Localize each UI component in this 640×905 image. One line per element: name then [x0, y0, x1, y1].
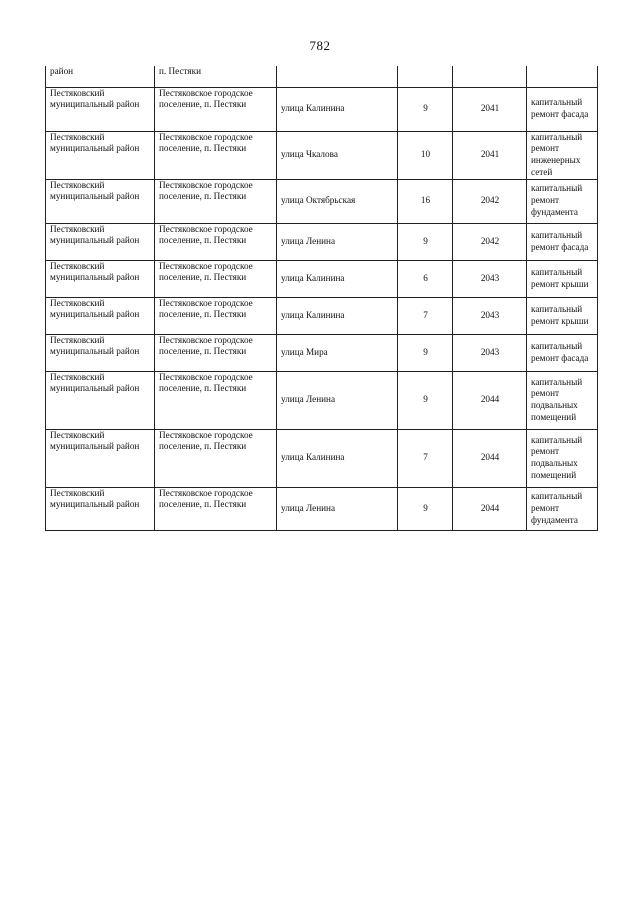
- year-cell: 2043: [453, 297, 527, 334]
- year-cell: 2043: [453, 260, 527, 297]
- work-type-cell: капитальный ремонт инженерных сетей: [527, 131, 598, 179]
- street-cell: улица Чкалова: [277, 131, 398, 179]
- table-row: [46, 429, 598, 487]
- settlement-cell: Пестяковское городское поселение, п. Пестяки: [155, 223, 277, 260]
- street-cell: улица Калинина: [277, 87, 398, 131]
- year-cell: 2044: [453, 371, 527, 429]
- house-number-cell: 6: [398, 260, 453, 297]
- district-cell: Пестяковский муниципальный район: [46, 297, 155, 334]
- house-number-cell: 9: [398, 87, 453, 131]
- settlement-cell: Пестяковское городское поселение, п. Пестяки: [155, 131, 277, 179]
- street-cell: улица Калинина: [277, 429, 398, 487]
- house-number-cell: 7: [398, 429, 453, 487]
- work-type-cell: капитальный ремонт подвальных помещений: [527, 429, 598, 487]
- work-type-cell: капитальный ремонт фасада: [527, 87, 598, 131]
- settlement-cell: Пестяковское городское поселение, п. Пестяки: [155, 179, 277, 223]
- work-type-cell: капитальный ремонт подвальных помещений: [527, 371, 598, 429]
- year-cell: 2041: [453, 87, 527, 131]
- street-cell: [277, 66, 398, 87]
- street-cell: улица Октябрьская: [277, 179, 398, 223]
- work-type-cell: [527, 66, 598, 87]
- table-row: [46, 260, 598, 297]
- settlement-cell: Пестяковское городское поселение, п. Пестяки: [155, 260, 277, 297]
- table-row: [46, 87, 598, 131]
- settlement-cell: Пестяковское городское поселение, п. Пестяки: [155, 334, 277, 371]
- district-cell: Пестяковский муниципальный район: [46, 371, 155, 429]
- settlement-cell: Пестяковское городское поселение, п. Пестяки: [155, 297, 277, 334]
- year-cell: 2042: [453, 179, 527, 223]
- house-number-cell: 16: [398, 179, 453, 223]
- street-cell: улица Ленина: [277, 371, 398, 429]
- page-number: 782: [309, 38, 331, 53]
- house-number-cell: 9: [398, 487, 453, 530]
- work-type-cell: капитальный ремонт фасада: [527, 334, 598, 371]
- table-row-continuation: [46, 66, 598, 87]
- house-number-cell: 10: [398, 131, 453, 179]
- district-cell: Пестяковский муниципальный район: [46, 260, 155, 297]
- settlement-cell: Пестяковское городское поселение, п. Пестяки: [155, 371, 277, 429]
- work-type-cell: капитальный ремонт фасада: [527, 223, 598, 260]
- repair-schedule-table: [45, 66, 598, 531]
- house-number-cell: 9: [398, 371, 453, 429]
- street-cell: улица Калинина: [277, 297, 398, 334]
- year-cell: 2041: [453, 131, 527, 179]
- table-row: [46, 297, 598, 334]
- house-number-cell: 9: [398, 223, 453, 260]
- work-type-cell: капитальный ремонт фундамента: [527, 179, 598, 223]
- year-cell: 2044: [453, 429, 527, 487]
- district-cell: Пестяковский муниципальный район: [46, 131, 155, 179]
- district-cell: Пестяковский муниципальный район: [46, 179, 155, 223]
- year-cell: 2042: [453, 223, 527, 260]
- table-row: [46, 179, 598, 223]
- year-cell: 2044: [453, 487, 527, 530]
- district-cell: Пестяковский муниципальный район: [46, 223, 155, 260]
- street-cell: улица Мира: [277, 334, 398, 371]
- settlement-cell: Пестяковское городское поселение, п. Пестяки: [155, 429, 277, 487]
- settlement-cell: Пестяковское городское поселение, п. Пестяки: [155, 87, 277, 131]
- year-cell: [453, 66, 527, 87]
- house-number-cell: 7: [398, 297, 453, 334]
- table-row: [46, 487, 598, 530]
- street-cell: улица Ленина: [277, 223, 398, 260]
- table-row: [46, 371, 598, 429]
- house-number-cell: 9: [398, 334, 453, 371]
- table-row: [46, 131, 598, 179]
- district-cell: район: [46, 66, 155, 87]
- table-row: [46, 223, 598, 260]
- table-row: [46, 334, 598, 371]
- house-number-cell: [398, 66, 453, 87]
- work-type-cell: капитальный ремонт крыши: [527, 260, 598, 297]
- year-cell: 2043: [453, 334, 527, 371]
- district-cell: Пестяковский муниципальный район: [46, 334, 155, 371]
- settlement-cell: п. Пестяки: [155, 66, 277, 87]
- work-type-cell: капитальный ремонт крыши: [527, 297, 598, 334]
- district-cell: Пестяковский муниципальный район: [46, 487, 155, 530]
- street-cell: улица Ленина: [277, 487, 398, 530]
- street-cell: улица Калинина: [277, 260, 398, 297]
- district-cell: Пестяковский муниципальный район: [46, 429, 155, 487]
- district-cell: Пестяковский муниципальный район: [46, 87, 155, 131]
- settlement-cell: Пестяковское городское поселение, п. Пестяки: [155, 487, 277, 530]
- work-type-cell: капитальный ремонт фундамента: [527, 487, 598, 530]
- table-body: [46, 66, 598, 530]
